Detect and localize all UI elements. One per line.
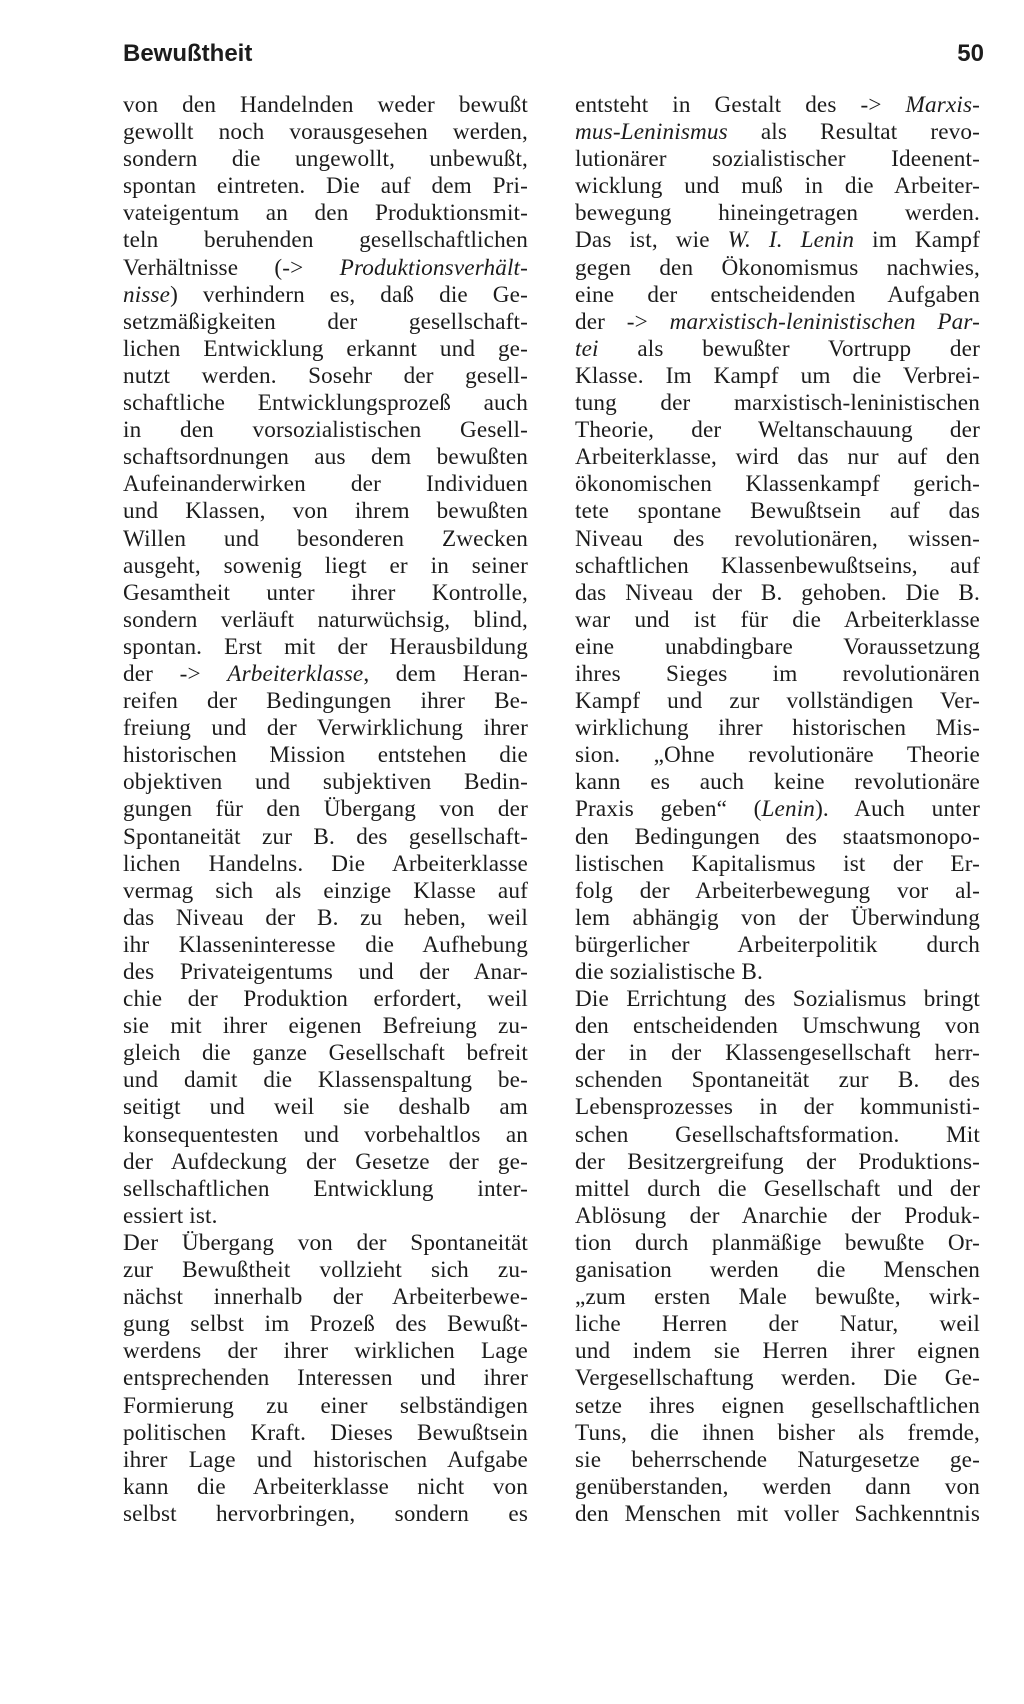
- text-line: historischen Mission entstehen die: [123, 742, 528, 769]
- text-line: Der Übergang von der Spontaneität: [123, 1229, 528, 1256]
- text-line: Formierung zu einer selbständigen: [123, 1392, 528, 1419]
- text-line: setzmäßigkeiten der gesellschaft-: [123, 308, 528, 335]
- text-line: gung selbst im Prozeß des Bewußt-: [123, 1311, 528, 1338]
- text-line: Arbeiterklasse, wird das nur auf den: [575, 444, 980, 471]
- text-line: zur Bewußtheit vollzieht sich zu-: [123, 1257, 528, 1284]
- text-segment: als Resultat revo-: [727, 119, 980, 146]
- text-line: nutzt werden. Sosehr der gesell-: [123, 362, 528, 389]
- text-line: das Niveau der B. gehoben. Die B.: [575, 579, 980, 606]
- text-line: war und ist für die Arbeiterklasse: [575, 606, 980, 633]
- text-line: Die Errichtung des Sozialismus bringt: [575, 986, 980, 1013]
- text-line: und Klassen, von ihrem bewußten: [123, 498, 528, 525]
- text-line: spontan. Erst mit der Herausbildung: [123, 633, 528, 660]
- text-segment: entsteht in Gestalt des ->: [575, 92, 906, 118]
- italic-reference: Produktionsverhält-: [339, 254, 528, 281]
- text-line: sellschaftlichen Entwicklung inter-: [123, 1175, 528, 1202]
- text-line: folg der Arbeiterbewegung vor al-: [575, 877, 980, 904]
- text-line: Aufeinanderwirken der Individuen: [123, 471, 528, 498]
- text-line: der Besitzergreifung der Produktions-: [575, 1148, 980, 1175]
- text-line: [123, 255, 528, 282]
- text-line: bürgerlicher Arbeiterpolitik durch: [575, 931, 980, 958]
- text-line: und damit die Klassenspaltung be-: [123, 1067, 528, 1094]
- text-line: selbst hervorbringen, sondern es: [123, 1500, 528, 1527]
- italic-reference: marxistisch-leninistischen Par-: [669, 308, 980, 335]
- text-line: bewegung hineingetragen werden.: [575, 200, 980, 227]
- text-line: Niveau des revolutionären, wissen-: [575, 525, 980, 552]
- italic-reference: Arbeiterklasse: [227, 660, 364, 687]
- text-line: kann die Arbeiterklasse nicht von: [123, 1473, 528, 1500]
- text-line: Spontaneität zur B. des gesellschaft-: [123, 823, 528, 850]
- text-line: mittel durch die Gesellschaft und der: [575, 1175, 980, 1202]
- right-column: [575, 92, 980, 1528]
- text-line: liche Herren der Natur, weil: [575, 1311, 980, 1338]
- text-line: gegen den Ökonomismus nachwies,: [575, 254, 980, 281]
- text-line: vateigentum an den Produktionsmit-: [123, 200, 528, 227]
- text-line: Gesamtheit unter ihrer Kontrolle,: [123, 579, 528, 606]
- text-line: reifen der Bedingungen ihrer Be-: [123, 688, 528, 715]
- text-line: den entscheidenden Umschwung von: [575, 1013, 980, 1040]
- text-line: sondern verläuft naturwüchsig, blind,: [123, 606, 528, 633]
- text-line: ihr Klasseninteresse die Aufhebung: [123, 931, 528, 958]
- text-line: objektiven und subjektiven Bedin-: [123, 769, 528, 796]
- text-line: von den Handelnden weder bewußt: [123, 92, 528, 118]
- text-line: Tuns, die ihnen bisher als fremde,: [575, 1419, 980, 1446]
- text-line: gewollt noch vorausgesehen werden,: [123, 119, 528, 146]
- text-segment: , dem Heran-: [363, 660, 528, 687]
- text-line: sion. „Ohne revolutionäre Theorie: [575, 742, 980, 769]
- text-line: schaftsordnungen aus dem bewußten: [123, 444, 528, 471]
- text-line: wicklung und muß in die Arbeiter-: [575, 173, 980, 200]
- text-line: werdens der ihrer wirklichen Lage: [123, 1338, 528, 1365]
- text-line: listischen Kapitalismus ist der Er-: [575, 850, 980, 877]
- text-line: der in der Klassengesellschaft herr-: [575, 1040, 980, 1067]
- text-line: Klasse. Im Kampf um die Verbrei-: [575, 362, 980, 389]
- text-line: des Privateigentums und der Anar-: [123, 959, 528, 985]
- text-line: ihres Sieges im revolutionären: [575, 660, 980, 687]
- italic-reference: nisse: [123, 281, 171, 308]
- text-line: [575, 309, 980, 336]
- text-segment: der ->: [123, 660, 228, 687]
- text-segment: Praxis geben“ (: [575, 796, 762, 823]
- text-line: wirklichung ihrer historischen Mis-: [575, 715, 980, 742]
- italic-reference: Marxis-: [905, 92, 980, 118]
- italic-reference: tei: [575, 335, 599, 362]
- text-line: den Bedingungen des staatsmonopo-: [575, 823, 980, 850]
- text-line: [575, 92, 980, 119]
- text-segment: im Kampf: [854, 227, 981, 254]
- text-line: Lebensprozesses in der kommunisti-: [575, 1094, 980, 1121]
- text-line: schen Gesellschaftsformation. Mit: [575, 1121, 980, 1148]
- text-segment: Das ist, wie: [575, 227, 728, 254]
- text-segment: als bewußter Vortrupp der: [598, 335, 980, 362]
- text-line: die sozialistische B.: [575, 959, 763, 985]
- text-line: [575, 119, 980, 146]
- text-line: [123, 661, 528, 688]
- header-title: Bewußtheit: [123, 40, 253, 67]
- text-line: Vergesellschaftung werden. Die Ge-: [575, 1365, 980, 1392]
- text-line: tung der marxistisch-leninistischen: [575, 390, 980, 417]
- text-line: eine der entscheidenden Aufgaben: [575, 281, 980, 308]
- text-line: Ablösung der Anarchie der Produk-: [575, 1202, 980, 1229]
- text-line: ausgeht, sowenig liegt er in seiner: [123, 552, 528, 579]
- text-line: „zum ersten Male bewußte, wirk-: [575, 1284, 980, 1311]
- left-column: [123, 92, 528, 1528]
- text-line: Willen und besonderen Zwecken: [123, 525, 528, 552]
- text-line: schaftliche Entwicklungsprozeß auch: [123, 390, 528, 417]
- text-line: lutionärer sozialistischer Ideenent-: [575, 146, 980, 173]
- text-line: [123, 282, 528, 309]
- text-line: das Niveau der B. zu heben, weil: [123, 904, 528, 931]
- text-line: gleich die ganze Gesellschaft befreit: [123, 1040, 528, 1067]
- text-line: chie der Produktion erfordert, weil: [123, 986, 528, 1013]
- text-line: teln beruhenden gesellschaftlichen: [123, 227, 528, 254]
- text-segment: der ->: [575, 308, 670, 335]
- text-line: lem abhängig von der Überwindung: [575, 904, 980, 931]
- text-line: den Menschen mit voller Sachkenntnis: [575, 1500, 980, 1527]
- text-line: Kampf und zur vollständigen Ver-: [575, 688, 980, 715]
- text-line: sondern die ungewollt, unbewußt,: [123, 146, 528, 173]
- text-line: Theorie, der Weltanschauung der: [575, 417, 980, 444]
- text-line: essiert ist.: [123, 1202, 218, 1229]
- running-header: [123, 40, 984, 80]
- text-line: vermag sich als einzige Klasse auf: [123, 877, 528, 904]
- text-line: spontan eintreten. Die auf dem Pri-: [123, 173, 528, 200]
- italic-reference: W. I. Lenin: [727, 227, 855, 254]
- page-number: 50: [957, 40, 984, 67]
- text-segment: ). Auch unter: [815, 796, 980, 823]
- page-number-container: [904, 40, 984, 80]
- text-line: [575, 796, 980, 823]
- text-line: nächst innerhalb der Arbeiterbewe-: [123, 1284, 528, 1311]
- text-line: genüberstanden, werden dann von: [575, 1473, 980, 1500]
- text-line: lichen Handelns. Die Arbeiterklasse: [123, 850, 528, 877]
- text-line: lichen Entwicklung erkannt und ge-: [123, 335, 528, 362]
- text-line: ganisation werden die Menschen: [575, 1257, 980, 1284]
- text-line: schenden Spontaneität zur B. des: [575, 1067, 980, 1094]
- text-line: schaftlichen Klassenbewußtseins, auf: [575, 552, 980, 579]
- text-line: tion durch planmäßige bewußte Or-: [575, 1229, 980, 1256]
- text-line: kann es auch keine revolutionäre: [575, 769, 980, 796]
- text-line: [575, 336, 980, 363]
- text-line: ökonomischen Klassenkampf gerich-: [575, 471, 980, 498]
- text-line: ihrer Lage und historischen Aufgabe: [123, 1446, 528, 1473]
- text-line: eine unabdingbare Voraussetzung: [575, 633, 980, 660]
- text-line: seitigt und weil sie deshalb am: [123, 1094, 528, 1121]
- italic-reference: Lenin: [761, 796, 816, 823]
- italic-reference: mus-Leninismus: [575, 119, 728, 146]
- text-line: in den vorsozialistischen Gesell-: [123, 417, 528, 444]
- text-line: freiung und der Verwirklichung ihrer: [123, 715, 528, 742]
- text-line: gungen für den Übergang von der: [123, 796, 528, 823]
- text-segment: ) verhindern es, daß die Ge-: [170, 281, 528, 308]
- text-line: sie beherrschende Naturgesetze ge-: [575, 1446, 980, 1473]
- text-line: sie mit ihrer eigenen Befreiung zu-: [123, 1013, 528, 1040]
- text-line: konsequentesten und vorbehaltlos an: [123, 1121, 528, 1148]
- text-line: und indem sie Herren ihrer eignen: [575, 1338, 980, 1365]
- text-line: setze ihres eignen gesellschaftlichen: [575, 1392, 980, 1419]
- text-line: tete spontane Bewußtsein auf das: [575, 498, 980, 525]
- text-line: [575, 227, 980, 254]
- text-line: entsprechenden Interessen und ihrer: [123, 1365, 528, 1392]
- text-segment: Verhältnisse (->: [123, 254, 340, 281]
- text-line: der Aufdeckung der Gesetze der ge-: [123, 1148, 528, 1175]
- text-line: politischen Kraft. Dieses Bewußtsein: [123, 1419, 528, 1446]
